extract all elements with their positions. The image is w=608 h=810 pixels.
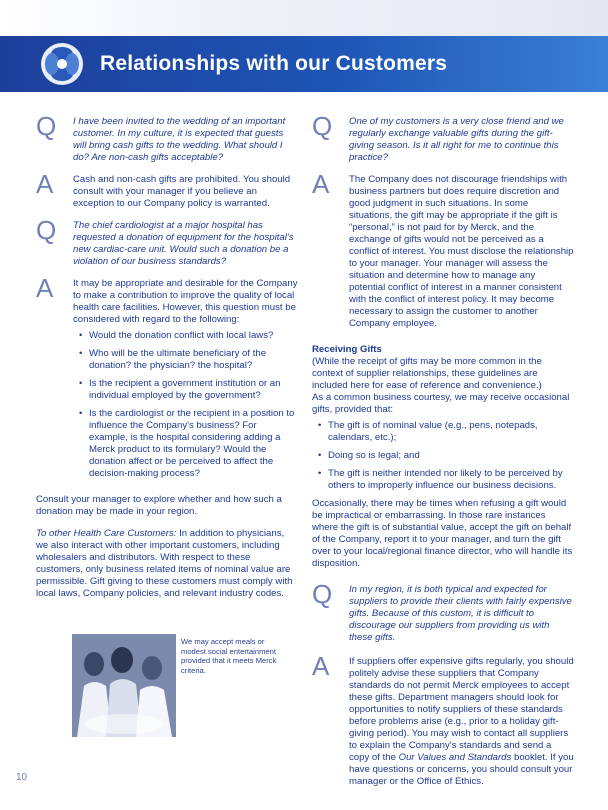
question-block — [36, 215, 298, 268]
list-item: • Is the recipient a government institution or an individual employed by the government? — [73, 378, 298, 402]
question-block — [312, 111, 574, 164]
right-column — [312, 111, 574, 798]
booklet-title: Our Values and Standards — [398, 752, 512, 763]
merck-logo-icon — [40, 42, 84, 86]
other-customers-lead: To other Health Care Customers: — [36, 528, 177, 539]
receiving-paragraph-2: As a common business courtesy, we may receive occasional gifts, provided that: — [312, 392, 570, 415]
list-item: • Who will be the ultimate beneficiary of the donation? the physician? the hospital? — [73, 348, 298, 372]
answer-block — [312, 169, 574, 330]
question-block — [312, 579, 574, 644]
list-item: • Would the donation conflict with local laws? — [73, 330, 298, 342]
q-letter: Q — [36, 215, 57, 245]
page-title: Relationships with our Customers — [100, 52, 448, 75]
answer-text: Cash and non-cash gifts are prohibited. You should consult with your manager if you believe an exception to our Company policy is warranted. — [73, 174, 291, 209]
question-text: One of my customers is a very close friend and we regularly exchange valuable gifts during the gift-giving season. Is it all right for me to continue this practice? — [349, 116, 564, 163]
top-decorative-strip — [0, 0, 608, 36]
answer-text-start: If suppliers offer expensive gifts regularly, you should politely advise these suppliers that Company standards do not permit Merck employees to accept these gifts. Department managers should look for opportunities to notify suppliers of these standards before problems arise (e.g., prior to a holiday gift-giving period). You may wish to contact all suppliers to explain the Company's standards and send a copy of the — [349, 656, 574, 763]
photo-image — [72, 634, 176, 737]
question-text: The chief cardiologist at a major hospital has requested a donation of equipment for the hospital's new cardiac-care unit. Would such a donation be a violation of our business standards? — [73, 220, 294, 267]
receiving-paragraph-1: (While the receipt of gifts may be more common in the context of supplier relationships, these guidelines are included here for ease of reference and convenience.) — [312, 356, 542, 391]
list-item: • The gift is of nominal value (e.g., pens, notepads, calendars, etc.); — [312, 420, 574, 444]
list-item: • The gift is neither intended nor likely to be perceived by others to improperly influence our business decisions. — [312, 468, 574, 492]
question-block — [36, 111, 298, 164]
answer-text: It may be appropriate and desirable for the Company to make a contribution to improve the quality of local health care facilities. However, this question must be considered with regard to the following: — [73, 278, 298, 325]
bullet-list — [312, 420, 574, 492]
answer-block — [36, 169, 298, 210]
q-letter: Q — [36, 111, 57, 141]
left-column — [36, 111, 298, 610]
receiving-gifts-heading: Receiving Gifts — [312, 344, 382, 355]
photo-caption: We may accept meals or modest social entertainment provided that it meets Merck criteria. — [181, 637, 277, 675]
photo-dinner-meeting — [72, 634, 176, 737]
answer-text — [349, 656, 574, 788]
answer-text-end: booklet. If you have questions or concerns, you should consult your manager or the Office of Ethics. — [349, 752, 574, 787]
consult-paragraph: Consult your manager to explore whether and how such a donation may be made in your region. — [36, 494, 282, 517]
list-item: • Is the cardiologist or the recipient in a position to influence the Company's business? For example, is the hospital considering adding a Merck product to its formulary? Would the donation affect or be perceived to affect the decision-making process? — [73, 408, 298, 480]
a-letter: A — [312, 169, 330, 199]
a-letter: A — [36, 273, 54, 303]
question-text: I have been invited to the wedding of an important customer. In my culture, it is expected that guests will bring cash gifts to the wedding. What should I do? Are non-cash gifts acceptable? — [73, 116, 286, 163]
a-letter: A — [36, 169, 54, 199]
question-text: In my region, it is both typical and expected for suppliers to provide their clients with fairly expensive gifts. Because of this custom, it is difficult to discourage our suppliers from providing us with these gifts. — [349, 584, 572, 643]
other-customers-body: In addition to physicians, we also interact with other important customers, including wholesalers and distributors. With respect to these customers, only business related items of nominal value are permissible. Gift giving to these customers must comply with local laws, Company policies, and relevant industry codes. — [36, 528, 293, 599]
page-number: 10 — [16, 772, 28, 783]
a-letter: A — [312, 651, 330, 681]
q-letter: Q — [312, 111, 333, 141]
occasionally-paragraph: Occasionally, there may be times when refusing a gift would be impractical or embarrassing. In those rare instances where the gift is of substantial value, accept the gift on behalf of the Company, report it to your manager, and turn the gift over to your local/regional finance director, who will handle its disposition. — [312, 498, 573, 569]
list-item: • Doing so is legal; and — [312, 450, 574, 462]
other-customers-paragraph — [36, 528, 298, 600]
answer-block — [312, 651, 574, 788]
bullet-list — [73, 330, 298, 480]
q-letter: Q — [312, 579, 333, 609]
answer-block — [36, 273, 298, 480]
answer-text: The Company does not discourage friendships with business partners but does require discretion and good judgment in such situations. In some situations, the gift may be appropriate if the gift is “personal,” is not paid for by Merck, and the exchange of gifts would not be perceived as a conflict of interest. You must disclose the relationship to your manager. Your manager will assess the situation and determine how to manage any potential conflict of interest in a manner consistent with the conflict of interest policy. It may become necessary to assign the customer to another Company employee. — [349, 174, 574, 329]
